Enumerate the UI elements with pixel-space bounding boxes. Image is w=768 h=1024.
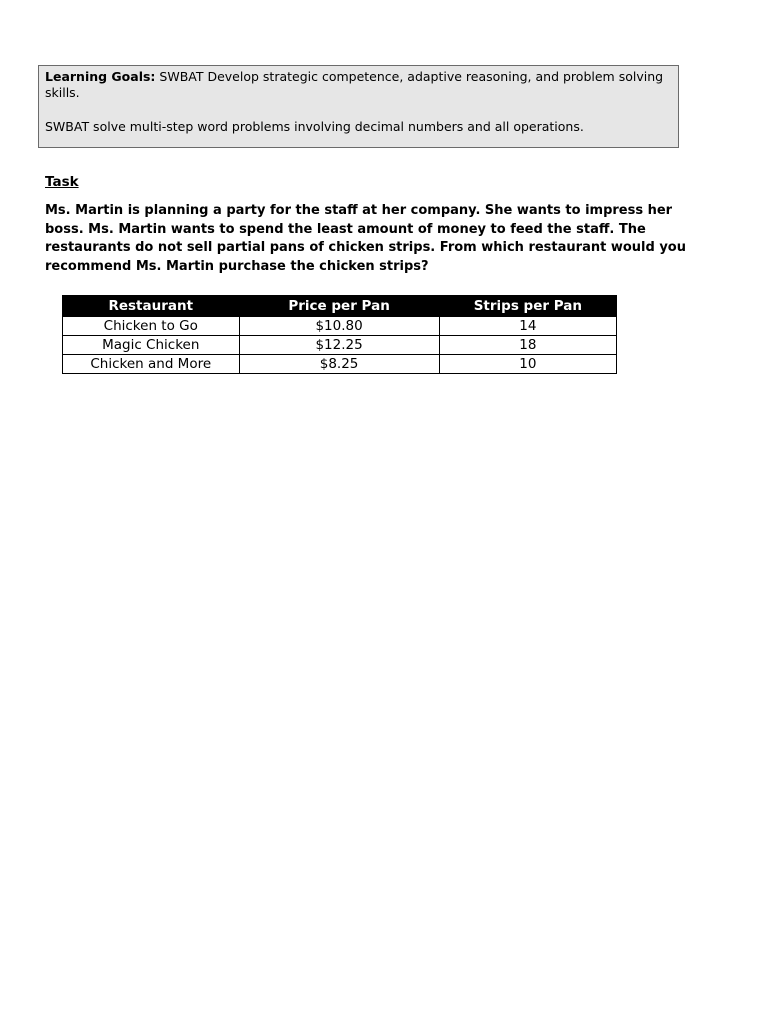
strips-cell: 18 [439,336,616,355]
restaurant-table [62,295,617,374]
price-cell: $8.25 [239,355,439,374]
table-header-row [63,296,617,317]
learning-goals-label: Learning Goals: [45,69,156,84]
restaurant-name-cell: Magic Chicken [63,336,240,355]
learning-goal-1: SWBAT Develop strategic competence, adaptive reasoning, and problem solving skills. [45,69,664,100]
price-cell: $12.25 [239,336,439,355]
learning-goal-2: SWBAT solve multi-step word problems involving decimal numbers and all operations. [45,119,584,134]
strips-cell: 10 [439,355,616,374]
learning-goals-line-1 [45,69,673,101]
price-cell: $10.80 [239,317,439,336]
table-row [63,336,617,355]
column-header-restaurant: Restaurant [63,296,240,317]
column-header-price-per-pan: Price per Pan [239,296,439,317]
column-header-strips-per-pan: Strips per Pan [439,296,616,317]
restaurant-name-cell: Chicken and More [63,355,240,374]
task-heading: Task [45,174,79,190]
learning-goals-box [38,65,679,148]
table-row [63,355,617,374]
table-row [63,317,617,336]
restaurant-name-cell: Chicken to Go [63,317,240,336]
task-text: Ms. Martin is planning a party for the staff at her company. She wants to impress her boss. Ms. Martin wants to spend the least amount of money to feed the staff. The restaurants do not sell partial pans of chicken strips. From which restaurant would you recommend Ms. Martin purchase the chicken strips? [45,203,686,274]
strips-cell: 14 [439,317,616,336]
